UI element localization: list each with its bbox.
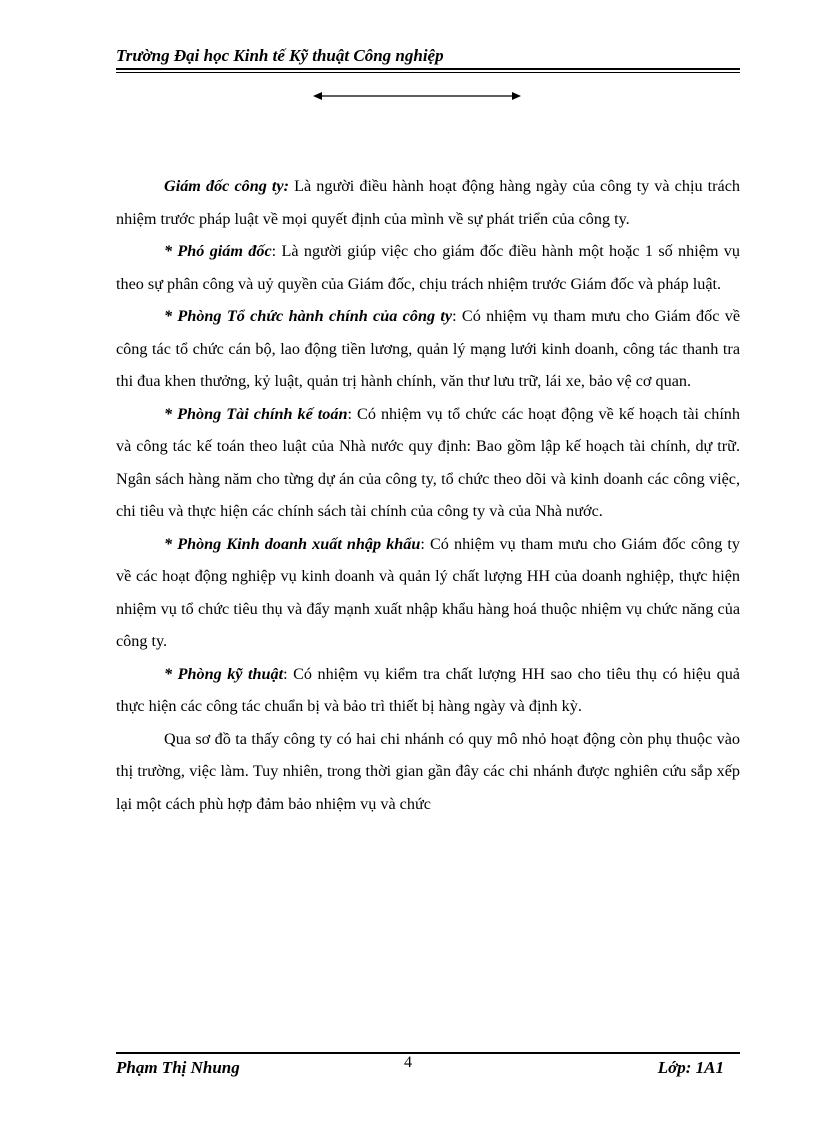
paragraph-phong-tai-chinh: [116, 398, 740, 528]
document-body: [116, 170, 740, 820]
paragraph-so-do: [116, 723, 740, 821]
paragraph-lead: * Phòng Kinh doanh xuất nhập khẩu: [164, 534, 421, 553]
footer-author: Phạm Thị Nhung: [116, 1058, 240, 1077]
paragraph-body: : Là người giúp việc cho giám đốc điều hành một hoặc 1 số nhiệm vụ theo sự phân công và uỷ quyền của Giám đốc, chịu trách nhiệm trước Giám đốc và pháp luật.: [116, 242, 740, 293]
paragraph-lead: Giám đốc công ty:: [164, 177, 289, 195]
paragraph-body: : Có nhiệm vụ tổ chức các hoạt động về kế hoạch tài chính và công tác kế toán theo luật của Nhà nước quy định: Bao gồm lập kế hoạch tài chính, dự trữ. Ngân sách hàng năm cho từng dự án của công ty, tổ chức theo dõi và kinh doanh các công việc, chi tiêu và thực hiện các chính sách tài chính của công ty và của Nhà nước.: [116, 404, 740, 520]
paragraph-lead: * Phòng kỹ thuật: [164, 664, 284, 683]
paragraph-phong-kinh-doanh: [116, 528, 740, 658]
paragraph-lead: * Phòng Tổ chức hành chính của công ty: [164, 307, 453, 325]
page-number: 4: [404, 1054, 412, 1071]
page-header: [116, 46, 740, 66]
paragraph-body: : Có nhiệm vụ kiểm tra chất lượng HH sao cho tiêu thụ có hiệu quả thực hiện các công tác chuẩn bị và bảo trì thiết bị hàng ngày và định kỳ.: [116, 664, 740, 715]
paragraph-phong-to-chuc: [116, 300, 740, 398]
paragraph-body: Qua sơ đồ ta thấy công ty có hai chi nhánh có quy mô nhỏ hoạt động còn phụ thuộc vào thị trường, việc làm. Tuy nhiên, trong thời gian gần đây các chi nhánh được nghiên cứu sắp xếp lại một cách phù hợp đảm bảo nhiệm vụ và chức: [116, 729, 740, 813]
header-title: Trường Đại học Kinh tế Kỹ thuật Công nghiệp: [116, 46, 444, 65]
paragraph-body: : Có nhiệm vụ tham mưu cho Giám đốc về công tác tổ chức cán bộ, lao động tiền lương, quản lý mạng lưới kinh doanh, công tác thanh tra thi đua khen thưởng, kỷ luật, quản trị hành chính, văn thư lưu trữ, lái xe, bảo vệ cơ quan.: [116, 307, 741, 390]
paragraph-phong-ky-thuat: [116, 658, 740, 723]
footer-class: Lớp: 1A1: [657, 1058, 724, 1077]
paragraph-body: Là người điều hành hoạt động hàng ngày của công ty và chịu trách nhiệm trước pháp luật về mọi quyết định của mình về sự phát triển của công ty.: [116, 177, 741, 228]
paragraph-lead: * Phó giám đốc: [164, 242, 272, 260]
header-rule-thick: [116, 68, 740, 70]
paragraph-pho-giam-doc: [116, 235, 740, 300]
double-arrow-icon: [313, 89, 521, 103]
header-rule-thin: [116, 72, 740, 73]
paragraph-giam-doc: [116, 170, 740, 235]
paragraph-lead: * Phòng Tài chính kế toán: [164, 404, 348, 423]
paragraph-body: : Có nhiệm vụ tham mưu cho Giám đốc công ty về các hoạt động nghiệp vụ kinh doanh và quản lý chất lượng HH của doanh nghiệp, thực hiện nhiệm vụ tổ chức tiêu thụ và đẩy mạnh xuất nhập khẩu hàng hoá thuộc nhiệm vụ chức năng của công ty.: [116, 534, 740, 650]
